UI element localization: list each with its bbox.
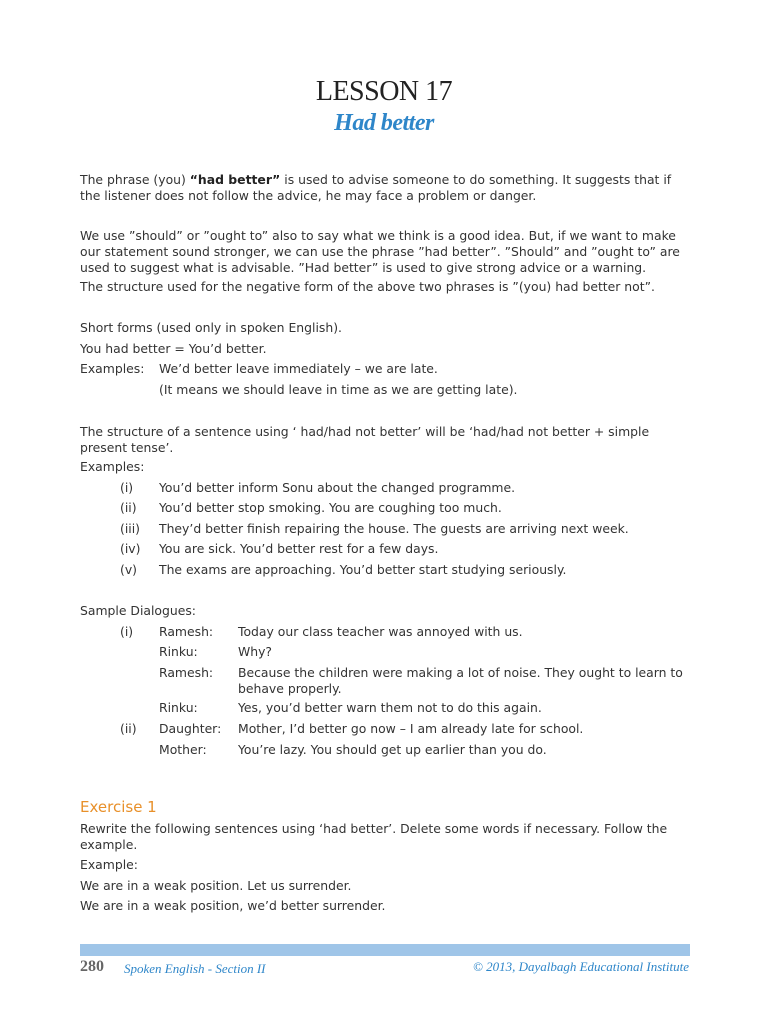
dialogue-number: (i) [120, 624, 134, 639]
example-number: (iv) [120, 541, 141, 556]
intro-paragraph-2: We use ”should” or ”ought to” also to say what we think is a good idea. But, if we want to make our statement sound stronger, we can use the phrase ”had better”. ”Should” and ”ought to” are used to suggest what is advisable. ”Had better” is used to give strong advice or a warning. [80, 228, 680, 275]
dialogue-speaker: Rinku: [159, 644, 198, 659]
exercise-example-label: Example: [80, 857, 138, 872]
dialogue-speaker: Rinku: [159, 700, 198, 715]
short-forms-examples-label: Examples: [80, 361, 145, 376]
intro-text: The phrase (you) [80, 172, 190, 187]
footer-book-title: Spoken English - Section II [124, 961, 266, 976]
example-text: You’d better stop smoking. You are coughing too much. [159, 500, 502, 515]
example-text: You are sick. You’d better rest for a few days. [159, 541, 439, 556]
example-number: (ii) [120, 500, 137, 515]
intro-paragraph-3: The structure used for the negative form of the above two phrases is ”(you) had better not”. [80, 279, 655, 294]
example-text: They’d better finish repairing the house. The guests are arriving next week. [159, 521, 629, 536]
short-forms-heading: Short forms (used only in spoken English). [80, 320, 342, 335]
exercise-heading: Exercise 1 [80, 798, 157, 816]
intro-bold-phrase: “had better” [189, 172, 281, 187]
example-number: (i) [120, 480, 134, 495]
footer-bar [80, 944, 690, 956]
dialogue-speaker: Daughter: [159, 721, 222, 736]
dialogue-line: Because the children were making a lot of noise. They ought to learn to behave properly. [238, 665, 683, 696]
dialogue-speaker: Ramesh: [159, 624, 214, 639]
dialogue-speaker: Mother: [159, 742, 207, 757]
dialogue-line: Yes, you’d better warn them not to do this again. [238, 700, 542, 715]
lesson-title: LESSON 17 [315, 76, 453, 107]
lesson-subtitle: Had better [334, 110, 434, 136]
structure-examples-label: Examples: [80, 459, 145, 474]
dialogue-speaker: Ramesh: [159, 665, 214, 680]
exercise-example-question: We are in a weak position. Let us surrender. [80, 878, 352, 893]
example-number: (iii) [120, 521, 140, 536]
dialogue-line: Mother, I’d better go now – I am already late for school. [238, 721, 584, 736]
dialogue-line: You’re lazy. You should get up earlier than you do. [238, 742, 547, 757]
example-number: (v) [120, 562, 138, 577]
exercise-instruction: Rewrite the following sentences using ‘had better’. Delete some words if necessary. Follow the example. [80, 821, 668, 852]
intro-paragraph-1 [80, 172, 690, 204]
footer-copyright: © 2013, Dayalbagh Educational Institute [472, 959, 689, 974]
dialogues-heading: Sample Dialogues: [80, 603, 196, 618]
short-forms-example: We’d better leave immediately – we are late. [159, 361, 438, 376]
example-text: You’d better inform Sonu about the changed programme. [159, 480, 516, 495]
short-forms-explanation: (It means we should leave in time as we are getting late). [159, 382, 518, 397]
intro-text: is used to advise someone to do something. It suggests that if the listener does not follow the advice, he may face a problem or danger. [80, 172, 672, 203]
dialogue-line: Why? [238, 644, 273, 659]
structure-text: The structure of a sentence using ‘ had/had not better’ will be ‘had/had not better + simple present tense’. [80, 424, 650, 455]
dialogue-line: Today our class teacher was annoyed with us. [238, 624, 523, 639]
example-text: The exams are approaching. You’d better start studying seriously. [159, 562, 567, 577]
short-forms-rule: You had better = You’d better. [80, 341, 267, 356]
exercise-example-answer: We are in a weak position, we’d better surrender. [80, 898, 386, 913]
dialogue-number: (ii) [120, 721, 137, 736]
page-number: 280 [80, 958, 104, 975]
